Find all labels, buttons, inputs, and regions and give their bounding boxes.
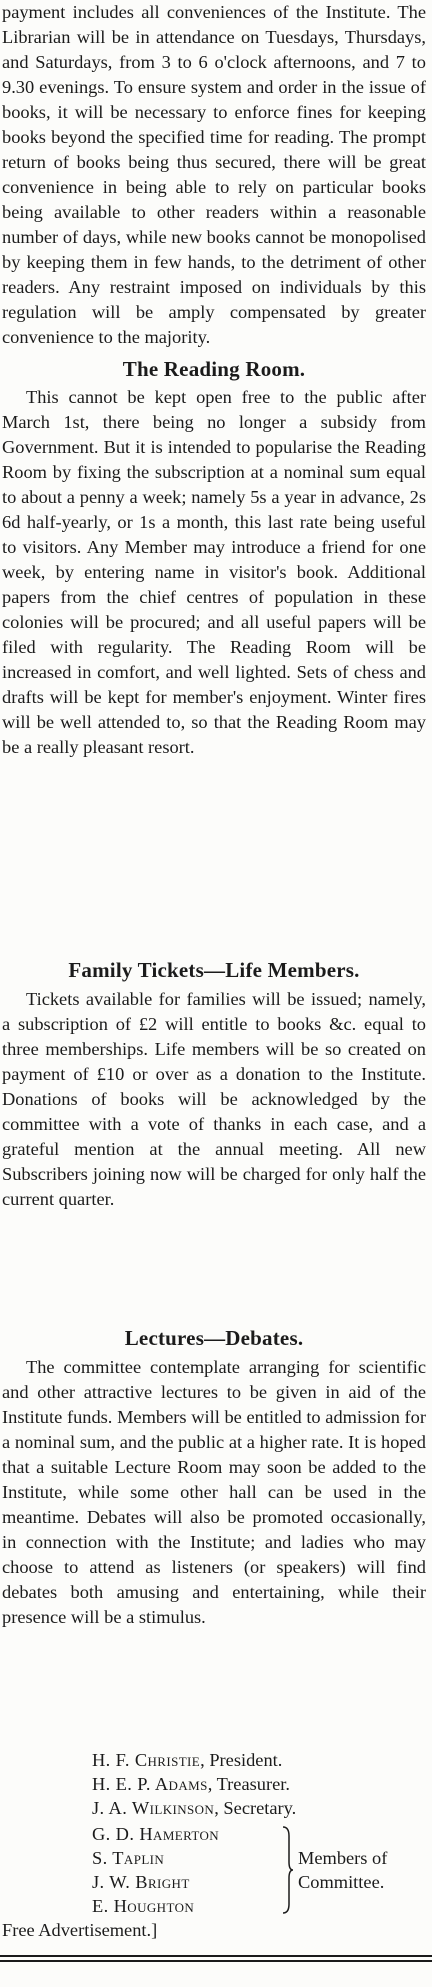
officer-role: , Treasurer. (207, 1774, 290, 1794)
committee-group (92, 1822, 412, 1918)
column-end-rule (0, 1955, 432, 1957)
intro-paragraph-text: payment includes all conveniences of the Institute. The Librarian will be in attendance on Tuesdays, Thursdays, and Saturdays, from 3 to 6 o'clock afternoons, and 7 to 9.30 evenings. To ensure system and order in the issue of books, it will be necessary to enforce fines for keeping books beyond the specified time for reading. The prompt return of books being thus secured, there will be great convenience in being able to rely on particular books being available to other readers within a reasonable number of days, while new books cannot be monopolised by keeping them in few hands, to the detriment of other readers. Any restraint imposed on individuals by this regulation will be amply compensated by greater convenience to the majority. (2, 2, 426, 347)
reading-room-paragraph: This cannot be kept open free to the public after March 1st, there being no longer a subsidy from Government. But it is intended to popularise the Reading Room by fixing the subscription at a nominal sum equal to about a penny a week; namely 5s a year in advance, 2s 6d half-yearly, or 1s a month, this last rate being useful to visitors. Any Member may introduce a friend for one week, by entering name in visitor's book. Additional papers from the chief centres of population in these colonies will be procured; and all useful papers will be filed with regularity. The Reading Room will be increased in comfort, and well lighted. Sets of chess and drafts will be kept for member's enjoyment. Winter fires will be well attended to, so that the Reading Room may be a really pleasant resort. (2, 387, 426, 757)
lectures-section-heading (2, 1323, 426, 1353)
officer-treasurer (92, 1772, 412, 1796)
family-tickets-section-heading (2, 955, 426, 985)
officer-role: , President. (200, 1750, 283, 1770)
officer-president (92, 1748, 412, 1772)
committee-label (298, 1846, 387, 1894)
committee-member: J. W. Bright (92, 1872, 190, 1892)
committee-label-line-2: Committee. (298, 1872, 385, 1892)
reading-room-section-heading (2, 354, 426, 384)
officer-role: , Secretary. (214, 1798, 297, 1818)
officer-name: J. A. Wilkinson (92, 1798, 215, 1818)
committee-member: G. D. Hamerton (92, 1824, 220, 1844)
family-tickets-section (2, 987, 426, 1212)
free-advertisement-note: Free Advertisement.] (2, 1920, 158, 1940)
committee-member-list (92, 1822, 282, 1918)
column-end-rule (0, 1960, 432, 1962)
committee-member: S. Taplin (92, 1848, 165, 1868)
lectures-paragraph: The committee contemplate arranging for scientific and other attractive lectures to be given in aid of the Institute funds. Members will be entitled to admission for a nominal sum, and the public at a higher rate. It is hoped that a suitable Lecture Room may soon be added to the Institute, while some other hall can be used in the meantime. Debates will also be promoted occasionally, in connection with the Institute; and ladies who may choose to attend as listeners (or speakers) will find debates both amusing and entertaining, while their presence will be a stimulus. (2, 1357, 426, 1627)
officer-secretary (92, 1796, 412, 1820)
reading-room-heading: The Reading Room. (122, 357, 306, 381)
intro-paragraph (2, 0, 426, 350)
lectures-section (2, 1355, 426, 1630)
committee-member: E. Houghton (92, 1896, 195, 1916)
reading-room-section (2, 385, 426, 760)
committee-label-line-1: Members of (298, 1848, 388, 1868)
officer-name: H. E. P. Adams (92, 1774, 208, 1794)
lectures-heading: Lectures—Debates. (124, 1326, 304, 1350)
signature-block (92, 1748, 412, 1918)
right-brace-icon (282, 1826, 294, 1914)
family-tickets-heading: Family Tickets—Life Members. (68, 958, 360, 982)
officer-name: H. F. Christie (92, 1750, 201, 1770)
family-tickets-paragraph: Tickets available for families will be issued; namely, a subscription of £2 will entitle to books &c. equal to three memberships. Life members will be so created on payment of £10 or over as a donation to the Institute. Donations of books will be acknowledged by the committee with a vote of thanks in each case, and a grateful mention at the annual meeting. All new Subscribers joining now will be charged for only half the current quarter. (2, 989, 426, 1209)
